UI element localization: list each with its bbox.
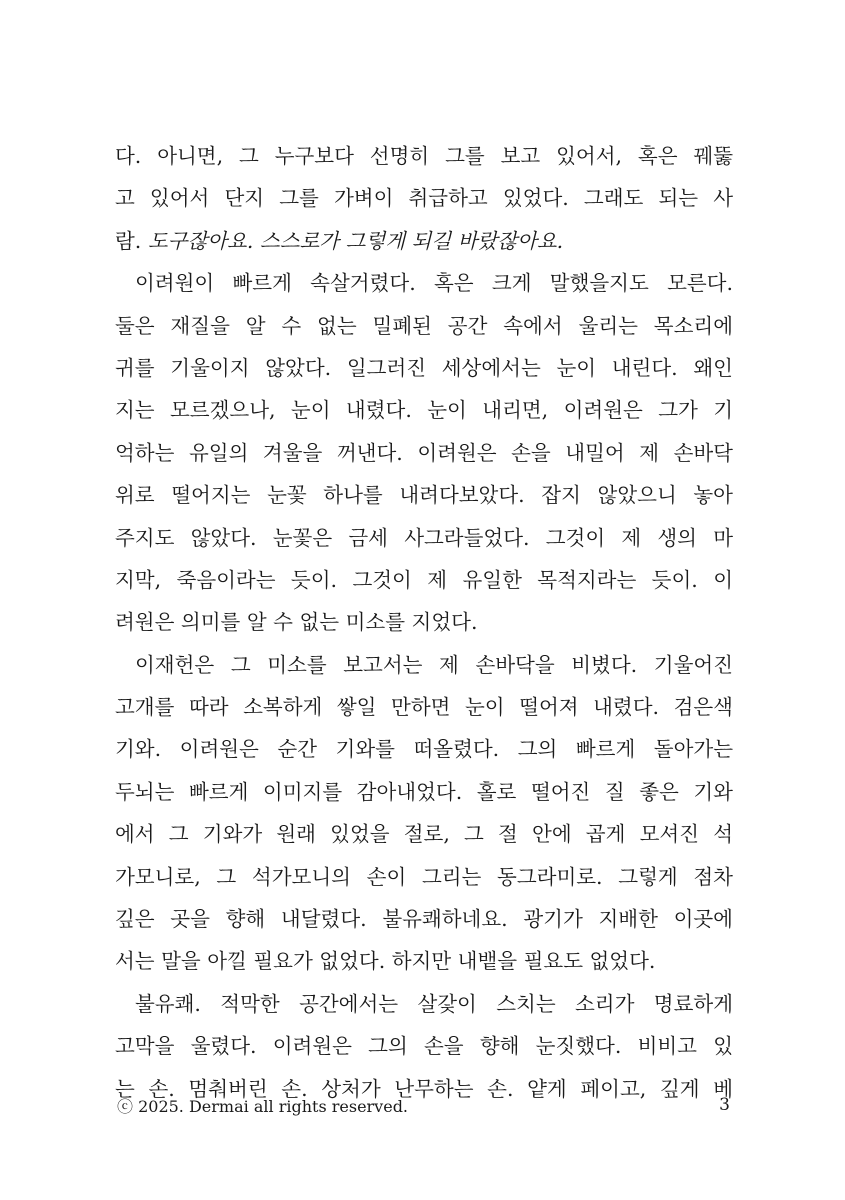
paragraph-start-line: 이려원이 빠르게 속살거렸다. 혹은 크게 말했을지도 모른다. (135, 271, 733, 296)
text-line: 지막, 죽음이라는 듯이. 그것이 제 유일한 목적지라는 듯이. 이 (115, 567, 733, 592)
paragraph-start-line: 이재헌은 그 미소를 보고서는 제 손바닥을 비볐다. 기울어진 (135, 652, 733, 677)
text-line: 고개를 따라 소복하게 쌓일 만하면 눈이 떨어져 내렸다. 검은색 (115, 695, 733, 720)
text-line: 고 있어서 단지 그를 가벼이 취급하고 있었다. 그래도 되는 사 (115, 186, 733, 211)
text-line: 고막을 울렸다. 이려원은 그의 손을 향해 눈짓했다. 비비고 있 (115, 1034, 733, 1059)
text-line: 기와. 이려원은 순간 기와를 떠올렸다. 그의 빠르게 돌아가는 (115, 737, 733, 762)
text-line: 억하는 유일의 겨울을 꺼낸다. 이려원은 손을 내밀어 제 손바닥 (115, 440, 733, 465)
text-line: 깊은 곳을 향해 내달렸다. 불유쾌하네요. 광기가 지배한 이곳에 (115, 907, 733, 932)
copyright-notice: ⓒ 2025. Dermai all rights reserved. (117, 1097, 409, 1116)
text-line (115, 220, 733, 262)
text-line: 둘은 재질을 알 수 없는 밀폐된 공간 속에서 울리는 목소리에 (115, 313, 733, 338)
paragraph-start-line: 불유쾌. 적막한 공간에서는 살갗이 스치는 소리가 명료하게 (135, 991, 733, 1016)
text-line: 가모니로, 그 석가모니의 손이 그리는 동그라미로. 그렇게 점차 (115, 864, 733, 889)
text-line: 다. 아니면, 그 누구보다 선명히 그를 보고 있어서, 혹은 꿰뚫 (115, 144, 733, 168)
text-line: 지는 모르겠으나, 눈이 내렸다. 눈이 내리면, 이려원은 그가 기 (115, 398, 733, 423)
text-line: 려원은 의미를 알 수 없는 미소를 지었다. (115, 610, 478, 635)
page-number: 3 (719, 1095, 730, 1115)
text-line: 주지도 않았다. 눈꽃은 금세 사그라들었다. 그것이 제 생의 마 (115, 525, 733, 550)
italic-quote: 도구잖아요. 스스로가 그렇게 되길 바랐잖아요. (147, 228, 564, 253)
text-line: 위로 떨어지는 눈꽃 하나를 내려다보았다. 잡지 않았으니 놓아 (115, 483, 733, 508)
text-line: 서는 말을 아낄 필요가 없었다. 하지만 내뱉을 필요도 없었다. (115, 949, 656, 974)
text-line: 두뇌는 빠르게 이미지를 감아내었다. 홀로 떨어진 질 좋은 기와 (115, 779, 733, 804)
text-line: 귀를 기울이지 않았다. 일그러진 세상에서는 눈이 내린다. 왜인 (115, 355, 733, 380)
body-text (115, 135, 733, 1110)
text-line: 는 손. 멈춰버린 손. 상처가 난무하는 손. 얕게 페이고, 깊게 베 (115, 1076, 733, 1101)
text-line-lead: 람. (115, 228, 148, 253)
text-line: 에서 그 기와가 원래 있었을 절로, 그 절 안에 곱게 모셔진 석 (115, 822, 733, 847)
